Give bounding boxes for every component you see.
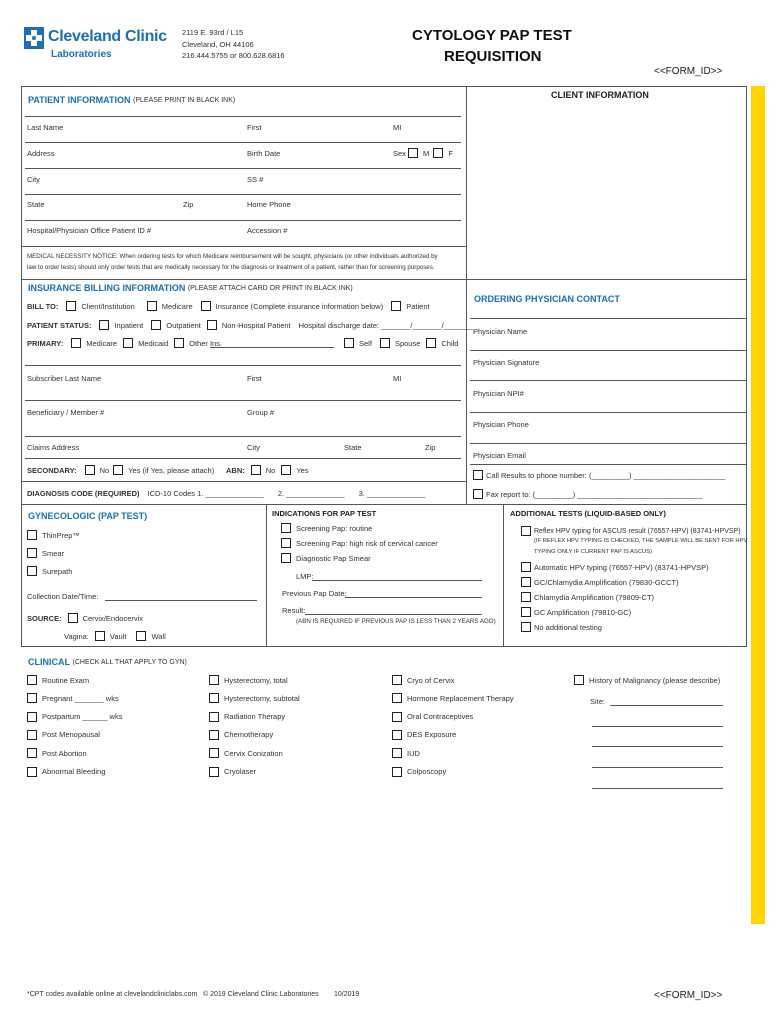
clinical-checkbox[interactable] [209, 693, 219, 703]
medical-necessity-notice-1: MEDICAL NECESSITY NOTICE: When ordering tests for which Medicare reimbursement will be sought, physicians (or other individuals authorized by [27, 253, 438, 260]
clinical-checkbox[interactable] [27, 730, 37, 740]
clinical-checkbox[interactable] [392, 712, 402, 722]
indications-heading: INDICATIONS FOR PAP TEST [272, 509, 377, 518]
previous-pap-field[interactable]: Previous Pap Date: [282, 589, 347, 598]
address-field[interactable]: Address [27, 149, 55, 158]
primary-medicaid-checkbox[interactable] [123, 338, 133, 348]
clinical-option [27, 693, 119, 703]
secondary-no-checkbox[interactable] [85, 465, 95, 475]
discharge-date-field[interactable]: Hospital discharge date: _______/_______/_______ [298, 320, 473, 330]
clinical-checkbox[interactable] [27, 712, 37, 722]
clinical-option [392, 712, 473, 722]
reflex-note-1: (IF REFLEX HPV TYPING IS CHECKED, THE SAMPLE WILL BE SENT FOR HPV [534, 538, 748, 544]
history-malignancy-checkbox[interactable] [574, 675, 584, 685]
form-title-1: CYTOLOGY PAP TEST [412, 27, 572, 44]
child-checkbox[interactable] [426, 338, 436, 348]
subscriber-mi-field[interactable]: MI [393, 374, 402, 383]
clinical-option-label: Hysterectomy, subtotal [224, 693, 300, 703]
clinical-option-label: Chemotherapy [224, 730, 274, 740]
logo-sub: Laboratories [51, 49, 112, 60]
gc-checkbox[interactable] [521, 607, 531, 617]
diagnostic-checkbox[interactable] [281, 553, 291, 563]
clinical-option [209, 675, 288, 685]
clinical-option [27, 748, 87, 758]
cervix-checkbox[interactable] [68, 613, 78, 623]
footer-cpt: *CPT codes available online at clevelandcliniclabs.com [27, 991, 198, 998]
clinical-option-label: IUD [407, 748, 420, 758]
surepath-option: Surepath [27, 566, 72, 576]
patient-info-heading: PATIENT INFORMATION (PLEASE PRINT IN BLACK INK) [28, 95, 236, 105]
clinical-checkbox[interactable] [392, 693, 402, 703]
clinical-checkbox[interactable] [209, 675, 219, 685]
clinical-option-label: Postpartum ______ wks [42, 712, 123, 722]
screening-high-checkbox[interactable] [281, 538, 291, 548]
gyn-heading: GYNECOLOGIC (PAP TEST) [28, 511, 148, 521]
clinical-option-label: Post Menopausal [42, 730, 100, 740]
claims-city-field[interactable]: City [247, 443, 260, 452]
mi-field[interactable]: MI [393, 123, 402, 132]
lab-phone: 216.444.5755 or 800.628.6816 [182, 51, 285, 60]
call-results-row: Call Results to phone number: (_________) ______________________ [473, 470, 725, 480]
chlamydia-checkbox[interactable] [521, 592, 531, 602]
physician-npi-field[interactable]: Physician NPI# [473, 389, 524, 398]
smear-checkbox[interactable] [27, 548, 37, 558]
hospital-id-field[interactable]: Hospital/Physician Office Patient ID # [27, 226, 152, 235]
call-results-checkbox[interactable] [473, 470, 483, 480]
primary-row: PRIMARY: Medicare Medicaid Other Ins. [27, 338, 223, 348]
claims-state-field[interactable]: State [344, 443, 362, 452]
clinical-option [27, 712, 122, 722]
history-malignancy-option: History of Malignancy (please describe) [574, 675, 720, 685]
clinical-heading: CLINICAL (CHECK ALL THAT APPLY TO GYN) [28, 657, 187, 667]
bill-medicare-checkbox[interactable] [147, 301, 157, 311]
state-field[interactable]: State [27, 200, 45, 209]
clinical-option-label: Oral Contraceptives [407, 712, 474, 722]
clinical-option [392, 748, 420, 758]
beneficiary-field[interactable]: Beneficiary / Member # [27, 408, 105, 417]
clinical-option-label: Hormone Replacement Therapy [407, 693, 514, 703]
screening-high-option: Screening Pap: high risk of cervical cancer [281, 538, 438, 548]
clinical-option [209, 712, 285, 722]
city-field[interactable]: City [27, 175, 40, 184]
form-id-bottom: <<FORM_ID>> [654, 990, 723, 1001]
screening-routine-checkbox[interactable] [281, 523, 291, 533]
icd-code-2[interactable]: 2. ______________ [277, 489, 345, 498]
yellow-tab [751, 86, 765, 924]
logo [24, 27, 44, 49]
subscriber-first-field[interactable]: First [247, 374, 262, 383]
clinical-option [209, 767, 256, 777]
clinical-option-label: Hysterectomy, total [224, 675, 288, 685]
birth-date-field[interactable]: Birth Date [247, 149, 281, 158]
abn-note: (ABN IS REQUIRED IF PREVIOUS PAP IS LESS THAN 2 YEARS AGO) [296, 618, 496, 625]
vault-checkbox[interactable] [95, 631, 105, 641]
clinical-option-label: Radiation Therapy [224, 712, 286, 722]
bill-to-row: BILL TO: Client/Institution Medicare Insurance (Complete insurance information below) Patient [27, 301, 430, 311]
surepath-checkbox[interactable] [27, 566, 37, 576]
vagina-row: Vagina: Vault Wall [64, 631, 166, 641]
fax-report-checkbox[interactable] [473, 489, 483, 499]
source-row: SOURCE: Cervix/Endocervix [27, 613, 144, 623]
footer-date: 10/2019 [334, 991, 360, 998]
lmp-field[interactable]: LMP: [296, 572, 314, 581]
reflex-hpv-checkbox[interactable] [521, 526, 531, 536]
footer-copyright: © 2019 Cleveland Clinic Laboratories [203, 991, 319, 998]
clinical-checkbox[interactable] [392, 748, 402, 758]
ss-field[interactable]: SS # [247, 175, 264, 184]
clinical-checkbox[interactable] [392, 675, 402, 685]
form-id-top: <<FORM_ID>> [654, 66, 723, 77]
relation-row: Self Spouse Child [344, 338, 458, 348]
clinical-checkbox[interactable] [27, 748, 37, 758]
no-additional-option: No additional testing [521, 622, 602, 632]
zip-field[interactable]: Zip [183, 200, 194, 209]
no-additional-checkbox[interactable] [521, 622, 531, 632]
collection-date-field[interactable]: Collection Date/Time: [27, 592, 99, 601]
last-name-field[interactable]: Last Name [27, 123, 64, 132]
group-field[interactable]: Group # [247, 408, 275, 417]
clinical-option [27, 675, 89, 685]
thinprep-checkbox[interactable] [27, 530, 37, 540]
clinical-checkbox[interactable] [209, 748, 219, 758]
first-name-field[interactable]: First [247, 123, 262, 132]
clinical-option [392, 675, 455, 685]
auto-hpv-option: Automatic HPV typing (76557-HPV) (83741-HPVSP) [521, 562, 709, 572]
patient-status-row: PATIENT STATUS: Inpatient Outpatient Non-Hospital Patient Hospital discharge date: _______/_______/_______ [27, 320, 473, 330]
clinical-checkbox[interactable] [209, 712, 219, 722]
clinical-option [209, 730, 273, 740]
fax-report-row: Fax report to: (_________) ______________________________ [473, 489, 702, 499]
non-hospital-checkbox[interactable] [207, 320, 217, 330]
clinical-option-label: Routine Exam [42, 675, 90, 685]
lab-address-1: 2119 E. 93rd / L15 [182, 28, 244, 37]
cleveland-clinic-logo-icon [24, 27, 44, 49]
clinical-checkbox[interactable] [392, 767, 402, 777]
sex-field: Sex M F [393, 148, 453, 158]
diagnosis-row: DIAGNOSIS CODE (REQUIRED) ICD-10 Codes 1. ______________ 2. ______________ 3. ______________ [27, 489, 426, 498]
diagnostic-option: Diagnostic Pap Smear [281, 553, 371, 563]
chlamydia-option: Chlamydia Amplification (79809-CT) [521, 592, 654, 602]
reflex-hpv-option: Reflex HPV typing for ASCUS result (76557-HPV) (83741-HPVSP) [521, 526, 741, 536]
medical-necessity-notice-2: law to order tests) should only order tests that are medically necessary for the diagnosis or treatment of a patient, rather than for screening purposes. [27, 264, 435, 271]
claims-address-field[interactable]: Claims Address [27, 443, 80, 452]
clinical-option-label: Cryolaser [224, 767, 257, 776]
abn-no-checkbox[interactable] [251, 465, 261, 475]
clinical-option [392, 730, 456, 740]
lab-address-2: Cleveland, OH 44106 [182, 40, 254, 49]
subscriber-last-field[interactable]: Subscriber Last Name [27, 374, 102, 383]
primary-other-checkbox[interactable] [174, 338, 184, 348]
self-checkbox[interactable] [344, 338, 354, 348]
physician-email-field[interactable]: Physician Email [473, 451, 526, 460]
physician-signature-field[interactable]: Physician Signature [473, 358, 540, 367]
clinical-checkbox[interactable] [27, 675, 37, 685]
secondary-row: SECONDARY: No Yes (if Yes, please attach) [27, 465, 215, 475]
clinical-option-label: Cryo of Cervix [407, 675, 455, 685]
bill-insurance-checkbox[interactable] [201, 301, 211, 311]
clinical-option-label: Post Abortion [42, 748, 87, 758]
gc-option: GC Amplification (79810-GC) [521, 607, 631, 617]
clinical-option-label: Colposcopy [407, 767, 447, 776]
clinical-checkbox[interactable] [27, 693, 37, 703]
bill-patient-checkbox[interactable] [391, 301, 401, 311]
smear-option: Smear [27, 548, 64, 558]
additional-heading: ADDITIONAL TESTS (LIQUID-BASED ONLY) [510, 509, 666, 518]
abn-yes-checkbox[interactable] [281, 465, 291, 475]
inpatient-checkbox[interactable] [99, 320, 109, 330]
secondary-yes-checkbox[interactable] [113, 465, 123, 475]
accession-field[interactable]: Accession # [247, 226, 288, 235]
bill-client-checkbox[interactable] [66, 301, 76, 311]
clinical-checkbox[interactable] [209, 730, 219, 740]
wall-checkbox[interactable] [136, 631, 146, 641]
site-field[interactable]: Site: [590, 697, 606, 706]
clinical-option [27, 730, 100, 740]
physician-name-field[interactable]: Physician Name [473, 327, 528, 336]
clinical-option [27, 767, 105, 777]
clinical-option-label: Abnormal Bleeding [42, 767, 106, 776]
thinprep-option: ThinPrep™ [27, 530, 80, 540]
reflex-note-2: TYPING ONLY IF CURRENT PAP IS ASCUS) [534, 549, 653, 555]
abn-row: ABN: No Yes [226, 465, 309, 475]
physician-heading: ORDERING PHYSICIAN CONTACT [474, 294, 620, 304]
insurance-heading: INSURANCE BILLING INFORMATION (PLEASE ATTACH CARD OR PRINT IN BLACK INK) [28, 283, 353, 293]
physician-phone-field[interactable]: Physician Phone [473, 420, 529, 429]
gc-chlamydia-option: GC/Chlamydia Amplification (79830-GCCT) [521, 577, 679, 587]
icd-code-3[interactable]: 3. ______________ [358, 489, 426, 498]
logo-name: Cleveland Clinic [48, 28, 167, 45]
client-info-heading: CLIENT INFORMATION [551, 90, 649, 100]
sex-f-checkbox[interactable] [433, 148, 443, 158]
screening-routine-option: Screening Pap: routine [281, 523, 372, 533]
spouse-checkbox[interactable] [380, 338, 390, 348]
primary-medicare-checkbox[interactable] [71, 338, 81, 348]
outpatient-checkbox[interactable] [151, 320, 161, 330]
result-field[interactable]: Result: [282, 606, 306, 615]
clinical-checkbox[interactable] [209, 767, 219, 777]
clinical-checkbox[interactable] [27, 767, 37, 777]
form-title-2: REQUISITION [444, 48, 542, 65]
clinical-option [209, 748, 283, 758]
clinical-option-label: Cervix Conization [224, 748, 283, 758]
clinical-checkbox[interactable] [392, 730, 402, 740]
claims-zip-field[interactable]: Zip [425, 443, 436, 452]
clinical-option-label: DES Exposure [407, 730, 457, 740]
auto-hpv-checkbox[interactable] [521, 562, 531, 572]
clinical-option [392, 693, 514, 703]
clinical-option-label: Pregnant _______ wks [42, 693, 119, 703]
icd-code-1[interactable]: ICD-10 Codes 1. ______________ [147, 489, 264, 498]
home-phone-field[interactable]: Home Phone [247, 200, 291, 209]
gc-chlamydia-checkbox[interactable] [521, 577, 531, 587]
clinical-option [209, 693, 300, 703]
sex-m-checkbox[interactable] [408, 148, 418, 158]
clinical-option [392, 767, 446, 777]
